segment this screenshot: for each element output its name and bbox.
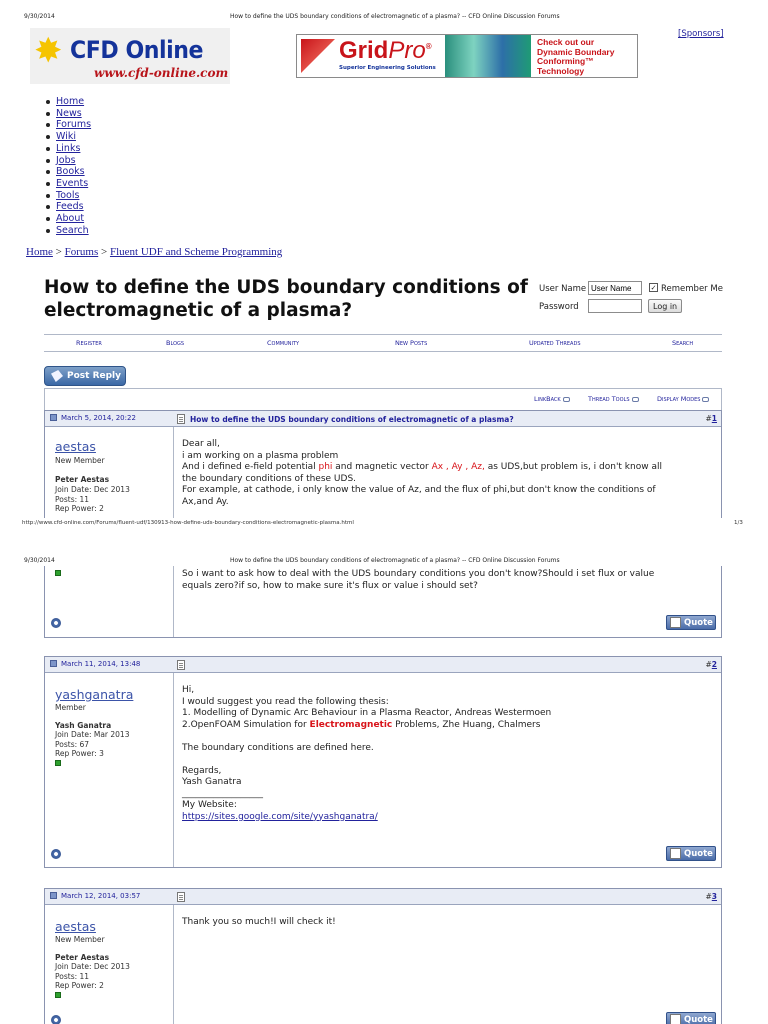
reputation-icon	[55, 570, 61, 576]
breadcrumb-home[interactable]: Home	[26, 246, 53, 258]
post-3	[44, 888, 722, 1024]
post-header	[45, 889, 721, 905]
nav-item-about	[46, 213, 91, 225]
user-title: New Member	[55, 935, 105, 944]
post-title: How to define the UDS boundary conditions of electromagnetic of a plasma?	[177, 414, 514, 424]
post-1	[44, 410, 722, 518]
nav-item-forums	[46, 119, 91, 131]
menu-updated-threads[interactable]: Updated Threads	[529, 339, 581, 347]
password-input[interactable]	[588, 299, 642, 313]
quote-button[interactable]: Quote	[666, 846, 716, 861]
cfd-online-logo[interactable]	[30, 28, 230, 84]
post-1-continued	[44, 566, 722, 638]
user-meta: Join Date: Mar 2013 Posts: 67 Rep Power: 3	[55, 730, 130, 758]
quote-button[interactable]: Quote	[666, 1012, 716, 1024]
login-button[interactable]: Log in	[648, 299, 682, 313]
breadcrumb-forums[interactable]: Forums	[64, 246, 99, 258]
nav-item-tools	[46, 190, 91, 202]
post-status-icon	[50, 414, 57, 421]
nav-link-feeds[interactable]: Feeds	[56, 201, 84, 213]
menu-blogs[interactable]: Blogs	[166, 339, 185, 347]
nav-item-wiki	[46, 131, 91, 143]
logo-url: www.cfd-online.com	[94, 66, 229, 80]
website-link[interactable]: https://sites.google.com/site/yyashganatra/	[182, 811, 378, 822]
post-title	[177, 892, 190, 902]
post-status-icon	[50, 660, 57, 667]
reputation-icon	[55, 760, 61, 766]
post-body: So i want to ask how to deal with the UDS boundary conditions you don't know?Should i set flux or value equals zero?if so, how to make sure it's flux or value i should set?	[182, 569, 655, 591]
nav-item-news	[46, 108, 91, 120]
nav-item-jobs	[46, 155, 91, 167]
post-number: #2	[705, 660, 717, 669]
user-offline-icon	[51, 618, 61, 628]
reputation-icon	[55, 992, 61, 998]
nav-item-books	[46, 166, 91, 178]
dropdown-icon	[702, 397, 709, 402]
logo-name: CFD Online	[70, 36, 204, 64]
nav-link-forums[interactable]: Forums	[56, 119, 92, 131]
nav-link-home[interactable]: Home	[56, 96, 85, 107]
quote-icon	[670, 1014, 681, 1024]
username-label: User Name	[539, 284, 587, 294]
nav-link-tools[interactable]: Tools	[56, 189, 80, 201]
post-permalink[interactable]: 1	[711, 414, 717, 423]
post-2	[44, 656, 722, 868]
ad-brand: GridPro®	[339, 37, 432, 64]
post-reply-button[interactable]	[44, 366, 126, 386]
quote-icon	[670, 617, 681, 628]
menu-search[interactable]: Search	[672, 339, 694, 347]
nav-item-feeds	[46, 201, 91, 213]
user-meta: Join Date: Dec 2013 Posts: 11 Rep Power: 2	[55, 962, 130, 990]
remember-checkbox[interactable]: ✓	[650, 284, 657, 292]
password-label: Password	[539, 302, 579, 312]
user-offline-icon	[51, 849, 61, 859]
post-username[interactable]: aestas	[55, 919, 96, 934]
document-icon	[177, 660, 185, 670]
nav-link-links[interactable]: Links	[56, 142, 81, 154]
thread-tools-menu[interactable]: Thread Tools	[588, 395, 639, 403]
post-number: #3	[705, 892, 717, 901]
user-offline-icon	[51, 1015, 61, 1024]
document-icon	[177, 414, 185, 424]
print-title: How to define the UDS boundary conditions of electromagnetic of a plasma? -- CFD Online Discussion Forums	[230, 13, 560, 20]
print-url: http://www.cfd-online.com/Forums/fluent-udf/130913-how-define-uds-boundary-conditions-electromagnetic-plasma.html	[22, 520, 354, 526]
display-modes-menu[interactable]: Display Modes	[657, 395, 709, 403]
document-icon	[177, 892, 185, 902]
ad-tagline: Superior Engineering Solutions	[339, 65, 436, 71]
main-nav	[46, 96, 91, 236]
post-column-divider	[173, 427, 174, 518]
post-date: March 5, 2014, 20:22	[50, 414, 136, 422]
print-page: 1/3	[734, 520, 743, 526]
breadcrumb-sep: >	[55, 246, 62, 258]
forum-menubar	[44, 334, 722, 352]
post-reply-label: Post Reply	[67, 371, 121, 381]
nav-link-events[interactable]: Events	[56, 177, 89, 189]
nav-item-search	[46, 225, 91, 237]
post-status-icon	[50, 892, 57, 899]
ad-message: Check out our Dynamic Boundary Conforming™ Technology	[537, 37, 615, 76]
breadcrumb-sep: >	[100, 246, 108, 258]
post-header	[45, 657, 721, 673]
post-header	[45, 411, 721, 427]
user-title: Member	[55, 703, 86, 712]
post-date: March 11, 2014, 13:48	[50, 660, 140, 668]
post-username[interactable]: yashganatra	[55, 687, 134, 702]
menu-register[interactable]: Register	[76, 339, 102, 347]
nav-link-search[interactable]: Search	[56, 224, 89, 236]
post-permalink[interactable]: 3	[711, 892, 717, 901]
breadcrumb-forum[interactable]: Fluent UDF and Scheme Programming	[109, 246, 283, 258]
gridpro-ad-banner[interactable]	[296, 34, 638, 78]
post-column-divider	[173, 905, 174, 1024]
quote-button[interactable]: Quote	[666, 615, 716, 630]
thread-tools-bar	[44, 388, 722, 410]
post-body: Thank you so much!I will check it!	[182, 917, 336, 927]
user-title: New Member	[55, 456, 105, 465]
post-body: Dear all, i am working on a plasma problem And i defined e-field potential phi and magnetic vector Ax , Ay , Az, as UDS,but problem is, i don't know all the boundary conditions of these UDS. For example, at cathode, i only know the value of Az, and the flux of phi,but don't know the conditions of Ax,and Ay.	[182, 439, 662, 507]
print-date: 9/30/2014	[24, 557, 55, 564]
username-input[interactable]	[588, 281, 642, 295]
post-title	[177, 660, 190, 670]
menu-new-posts[interactable]: New Posts	[395, 339, 428, 347]
user-full-name: Peter Aestas	[55, 953, 110, 962]
ad-mesh-image	[445, 35, 531, 78]
nav-link-books[interactable]: Books	[56, 166, 85, 178]
nav-link-about[interactable]: About	[56, 213, 85, 225]
print-date: 9/30/2014	[24, 13, 55, 20]
quote-icon	[670, 848, 681, 859]
sun-star-icon: ✸	[34, 31, 63, 71]
post-number: #1	[705, 414, 717, 423]
menu-community[interactable]: Community	[267, 339, 300, 347]
breadcrumb	[26, 246, 282, 258]
page-title: How to define the UDS boundary conditions of electromagnetic of a plasma?	[44, 277, 528, 321]
user-meta: Join Date: Dec 2013 Posts: 11 Rep Power: 2	[55, 485, 130, 513]
nav-item-events	[46, 178, 91, 190]
post-username[interactable]: aestas	[55, 439, 96, 454]
nav-item-links	[46, 143, 91, 155]
dropdown-icon	[632, 397, 639, 402]
nav-link-wiki[interactable]: Wiki	[56, 131, 76, 143]
nav-link-news[interactable]: News	[56, 107, 82, 119]
sponsors-link[interactable]: [Sponsors]	[678, 29, 724, 39]
user-full-name: Peter Aestas	[55, 475, 110, 484]
nav-link-jobs[interactable]: Jobs	[56, 154, 76, 166]
dropdown-icon	[563, 397, 570, 402]
post-permalink[interactable]: 2	[711, 660, 717, 669]
post-column-divider	[173, 673, 174, 867]
nav-item-home	[46, 96, 91, 108]
gridpro-logo-icon	[301, 39, 335, 73]
remember-label: Remember Me	[661, 284, 723, 294]
reply-arrow-icon	[51, 370, 63, 382]
user-full-name: Yash Ganatra	[55, 721, 112, 730]
post-body: Hi, I would suggest you read the following thesis: 1. Modelling of Dynamic Arc Behaviour in a Plasma Reactor, Andreas Westermoen 2.OpenFOAM Simulation for Electromagnetic Problems, Zhe Huang, Chalmers The boundary conditions are defined here. Regards, Yash Ganatra __________________ My Website: https://sites.google.com/site/yyashganatra/	[182, 685, 552, 822]
print-title: How to define the UDS boundary conditions of electromagnetic of a plasma? -- CFD Online Discussion Forums	[230, 557, 560, 564]
post-date: March 12, 2014, 03:57	[50, 892, 140, 900]
post-column-divider	[173, 566, 174, 637]
linkback-menu[interactable]: LinkBack	[534, 395, 570, 403]
